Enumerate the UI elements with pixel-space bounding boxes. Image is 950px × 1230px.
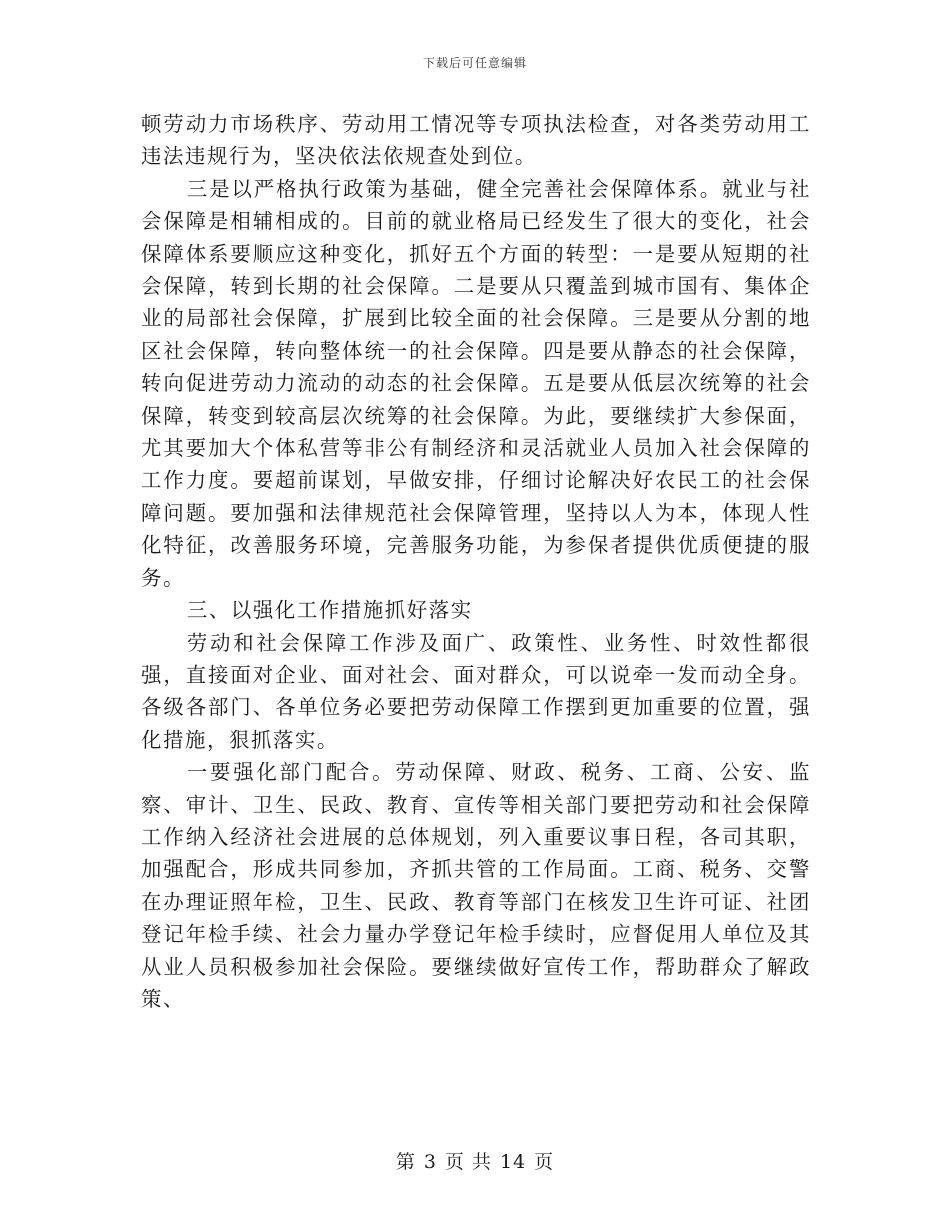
paragraph-social-security: 三是以严格执行政策为基础，健全完善社会保障体系。就业与社会保障是相辅相成的。目前的就业格局已经发生了很大的变化，社会保障体系要顺应这种变化，抓好五个方面的转型：一是要从短期的社会保障，转到长期的社会保障。二是要从只覆盖到城市国有、集体企业的局部社会保障，扩展到比较全面的社会保障。三是要从分割的地区社会保障，转向整体统一的社会保障。四是要从静态的社会保障，转向促进劳动力流动的动态的社会保障。五是要从低层次统筹的社会保障，转变到较高层次统筹的社会保障。为此，要继续扩大参保面，尤其要加大个体私营等非公有制经济和灵活就业人员加入社会保障的工作力度。要超前谋划，早做安排，仔细讨论解决好农民工的社会保障问题。要加强和法律规范社会保障管理，坚持以人为本，体现人性化特征，改善服务环境，完善服务功能，为参保者提供优质便捷的服务。: [141, 176, 811, 590]
section-heading: 三、以强化工作措施抓好落实: [186, 598, 473, 623]
footer-total-pages: 14: [499, 1151, 527, 1173]
paragraph-continuation: 顿劳动力市场秩序、劳动用工情况等专项执法检查，对各类劳动用工违法违规行为，坚决依法依规查处到位。: [141, 112, 811, 169]
page-footer: [0, 1147, 950, 1174]
footer-prefix: 第: [395, 1151, 416, 1173]
footer-middle: 页 共: [444, 1151, 492, 1173]
document-body: [141, 108, 811, 1015]
footer-suffix: 页: [534, 1151, 555, 1173]
paragraph-department-cooperation: 一要强化部门配合。劳动保障、财政、税务、工商、公安、监察、审计、卫生、民政、教育、宣传等相关部门要把劳动和社会保障工作纳入经济社会进展的总体规划，列入重要议事日程，各司其职，加强配合，形成共同参加，齐抓共管的工作局面。工商、税务、交警在办理证照年检，卫生、民政、教育等部门在核发卫生许可证、社团登记年检手续、社会力量办学登记年检手续时，应督促用人单位及其从业人员积极参加社会保险。要继续做好宣传工作，帮助群众了解政策、: [141, 760, 811, 1011]
paragraph-labor-work: 劳动和社会保障工作涉及面广、政策性、业务性、时效性都很强，直接面对企业、面对社会、面对群众，可以说牵一发而动全身。各级各部门、各单位务必要把劳动保障工作摆到更加重要的位置，强化措施，狠抓落实。: [141, 630, 811, 752]
footer-current-page: 3: [423, 1151, 437, 1173]
header-note: 下载后可任意编辑: [422, 56, 527, 70]
